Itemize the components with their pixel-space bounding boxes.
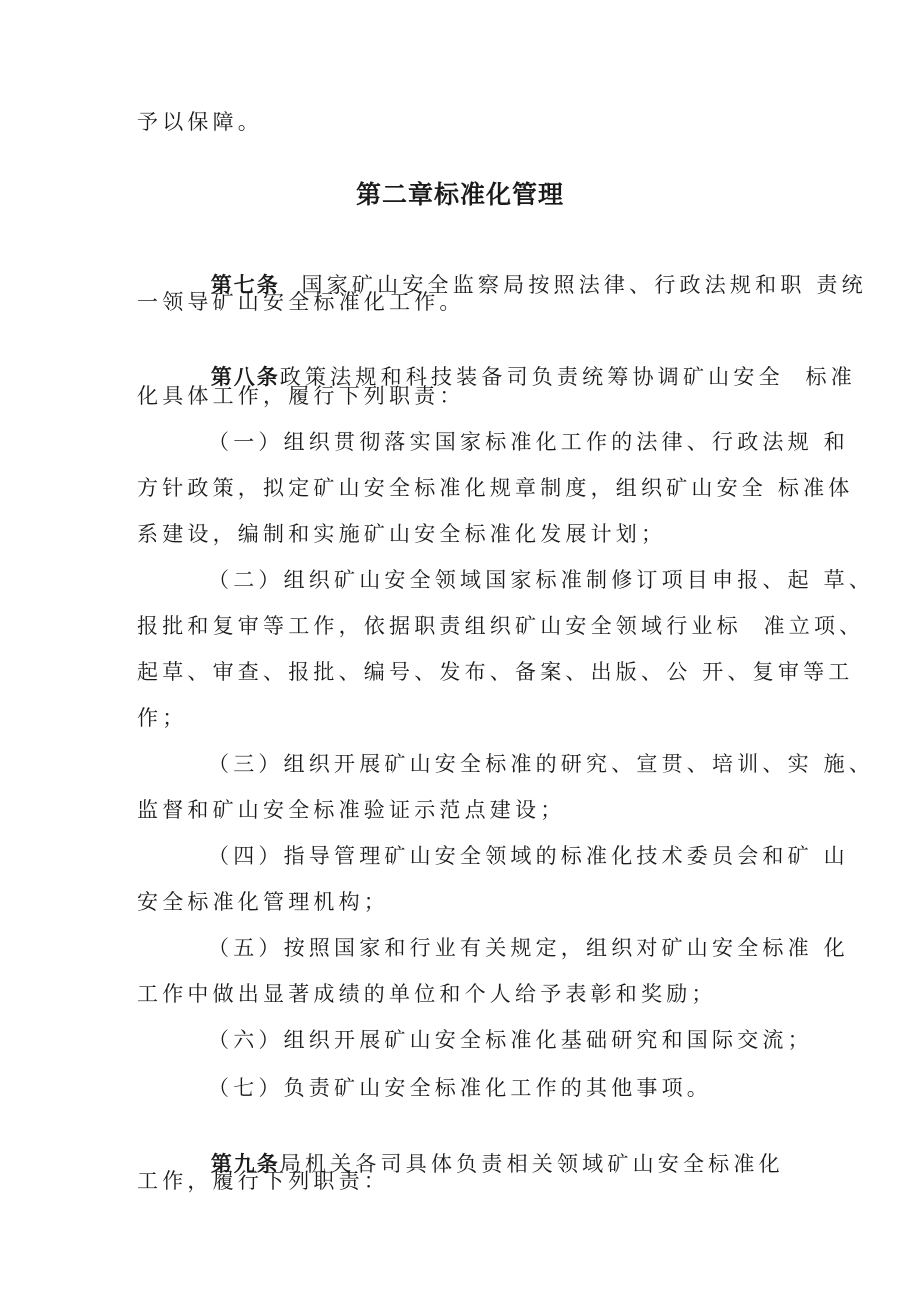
item-line: 安全标准化管理机构；: [137, 890, 389, 914]
item-line: （七）负责矿山安全标准化工作的其他事项。: [208, 1076, 712, 1100]
item-line: （一）组织贯彻落实国家标准化工作的法律、行政法规 和: [208, 430, 849, 454]
body-line: 予以保障。: [137, 110, 263, 134]
item-line: （三）组织开展矿山安全标准的研究、宣贯、培训、实 施、: [208, 752, 875, 776]
item-line: 监督和矿山安全标准验证示范点建设；: [137, 798, 566, 822]
item-line: （四）指导管理矿山安全领域的标准化技术委员会和矿 山: [208, 844, 849, 868]
article-9-text-1: 局机关各司具体负责相关领域矿山安全标准化: [279, 1152, 784, 1176]
article-8-text-1: 政策法规和科技装备司负责统筹协调矿山安全 标准: [279, 365, 856, 389]
article-7-text-1: 国家矿山安全监察局按照法律、行政法规和职 责统: [279, 273, 867, 297]
article-8-line-1: [189, 335, 920, 389]
article-9-line-1: [189, 1122, 920, 1176]
item-line: （二）组织矿山安全领域国家标准制修订项目申报、起 草、: [208, 568, 875, 592]
item-line: 作；: [137, 706, 188, 730]
chapter-title: 第二章标准化管理: [355, 180, 564, 209]
article-8-heading: 第八条: [210, 365, 280, 389]
item-line: 工作中做出显著成绩的单位和个人给予表彰和奖励；: [137, 982, 717, 1006]
article-9-line-2: 工作，履行下列职责：: [137, 1169, 389, 1193]
article-7-heading: 第七条: [210, 273, 280, 297]
item-line: 起草、审查、报批、编号、发布、备案、出版、公 开、复审等工: [137, 660, 854, 684]
article-7-line-2: 一领导矿山安全标准化工作。: [137, 290, 465, 314]
article-8-line-2: 化具体工作，履行下列职责：: [137, 384, 465, 408]
item-line: 报批和复审等工作，依据职责组织矿山安全领域行业标 准立项、: [137, 614, 865, 638]
article-9-heading: 第九条: [210, 1152, 280, 1176]
item-line: （五）按照国家和行业有关规定，组织对矿山安全标准 化: [208, 936, 849, 960]
item-line: 方针政策，拟定矿山安全标准化规章制度，组织矿山安全 标准体: [137, 476, 854, 500]
item-line: 系建设，编制和实施矿山安全标准化发展计划；: [137, 522, 667, 546]
item-line: （六）组织开展矿山安全标准化基础研究和国际交流；: [208, 1028, 813, 1052]
article-7-line-1: [189, 243, 920, 297]
